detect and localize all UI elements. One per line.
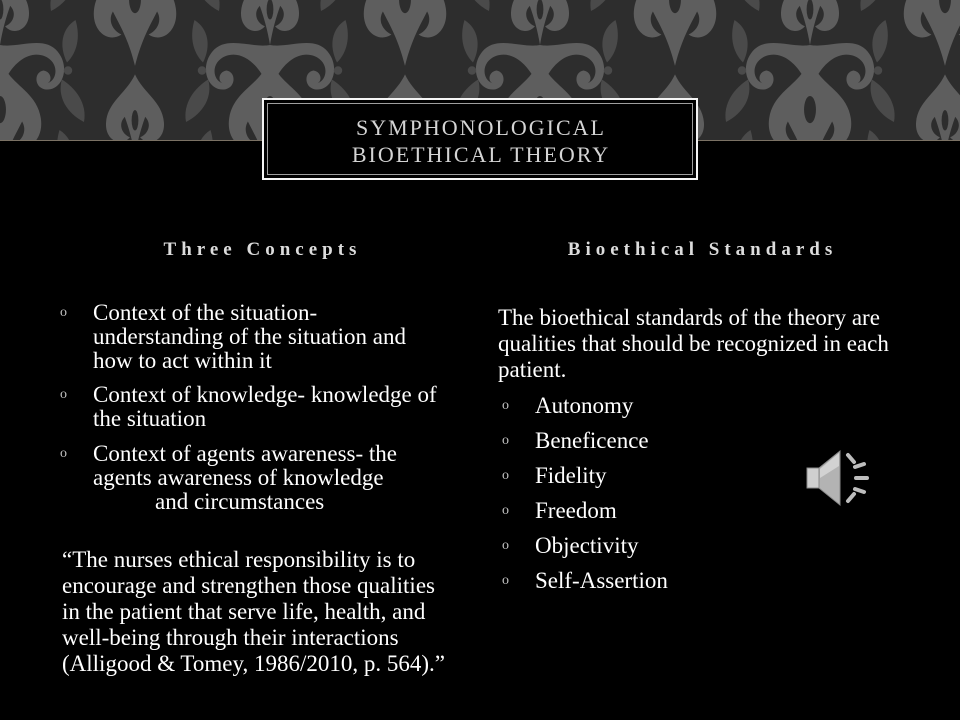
damask-motif <box>601 0 750 66</box>
bullet-text: Context of agents awareness- the agents awareness of knowledge <box>93 441 398 490</box>
damask-motif <box>61 74 210 140</box>
damask-motif <box>331 0 480 66</box>
speaker-icon-graphic[interactable] <box>804 447 872 509</box>
list-item <box>56 383 466 431</box>
bullet-marker: o <box>502 538 509 553</box>
list-item <box>500 568 800 594</box>
standard-label: Objectivity <box>535 533 639 558</box>
sound-wave[interactable] <box>848 494 854 501</box>
citation-quote: “The nurses ethical responsibility is to encourage and strengthen those qualities in the patient that serve life, health, and well-being through their interactions (Alligood & Tomey, 1986/2010, p. 564).” <box>62 547 445 676</box>
bullet-marker: o <box>502 398 509 413</box>
damask-motif <box>871 74 960 140</box>
list-item <box>500 428 800 454</box>
bullet-marker: o <box>60 387 67 402</box>
damask-motif <box>736 0 885 140</box>
bullet-marker: o <box>502 503 509 518</box>
right-column-heading: Bioethical Standards <box>567 239 838 260</box>
standard-label: Autonomy <box>535 393 634 418</box>
speaker-icon[interactable] <box>804 447 872 509</box>
standards-list <box>500 393 800 594</box>
bullet-marker: o <box>60 305 67 320</box>
left-column-heading: Three Concepts <box>163 239 362 260</box>
standards-intro-paragraph: The bioethical standards of the theory are qualities that should be recognized in each patient. <box>498 305 889 382</box>
sound-wave[interactable] <box>855 464 864 467</box>
bullet-text: Context of knowledge- knowledge of the situation <box>93 382 437 431</box>
damask-motif <box>0 0 74 140</box>
bullet-marker: o <box>502 433 509 448</box>
slide-title: SYMPHONOLOGICAL BIOETHICAL THEORY <box>351 114 611 167</box>
standard-label: Beneficence <box>535 428 649 453</box>
standard-label: Fidelity <box>535 463 607 488</box>
bullet-text: Context of the situation- understanding of the situation and how to act within it <box>93 300 406 373</box>
title-box <box>262 98 698 180</box>
sound-wave[interactable] <box>848 455 854 462</box>
damask-motif <box>871 0 960 66</box>
speaker-box[interactable] <box>807 468 819 488</box>
list-item <box>500 393 800 419</box>
sound-wave[interactable] <box>855 489 864 492</box>
list-item <box>500 533 800 559</box>
bullet-marker: o <box>60 446 67 461</box>
list-item <box>500 498 800 524</box>
list-item <box>56 442 466 514</box>
list-item <box>56 301 466 373</box>
bullet-marker: o <box>502 573 509 588</box>
standard-label: Freedom <box>535 498 617 523</box>
bullet-marker: o <box>502 468 509 483</box>
list-item <box>500 463 800 489</box>
standard-label: Self-Assertion <box>535 568 668 593</box>
bullet-text-continuation: and circumstances <box>155 489 325 514</box>
damask-motif <box>61 0 210 66</box>
